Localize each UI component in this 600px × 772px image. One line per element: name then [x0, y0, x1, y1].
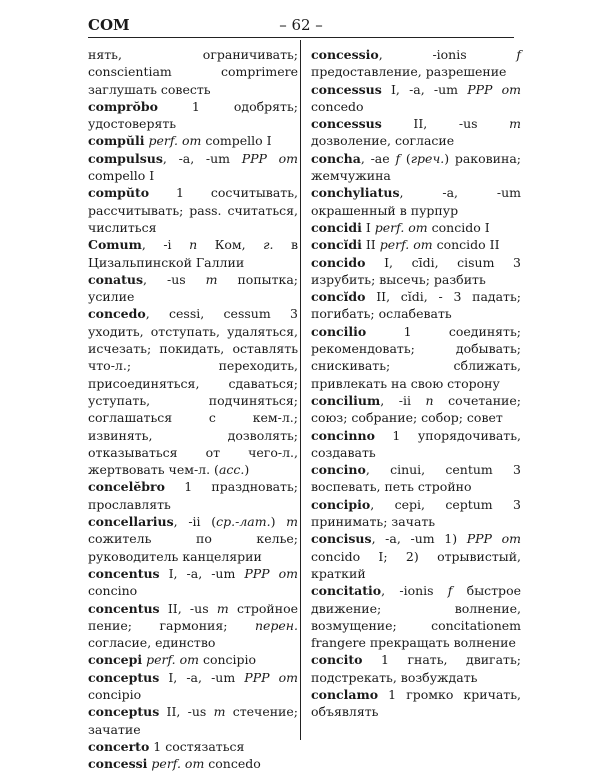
- grammar-label: m: [205, 271, 218, 287]
- definition-text: 1 упорядочивать, создавать: [311, 427, 521, 460]
- dictionary-entry: [311, 427, 521, 462]
- headword: concino: [311, 462, 366, 478]
- definition-text: concipio: [88, 686, 142, 702]
- definition-text: в Цизальпинской Галлии: [88, 237, 298, 270]
- grammar-label: perf. от: [374, 219, 428, 235]
- dictionary-entry: [311, 686, 521, 721]
- headword: concidi: [311, 219, 362, 235]
- headword: concessus: [311, 81, 382, 97]
- grammar-label: acc.: [218, 462, 245, 478]
- headword: concilio: [311, 323, 367, 339]
- definition-text: I, -a, -um: [159, 669, 245, 685]
- dictionary-entry: [88, 46, 298, 98]
- guide-word: COM: [88, 16, 130, 34]
- left-column: [88, 46, 298, 772]
- definition-text: 1 гнать, двигать; подстрекать, возбуждать: [311, 652, 521, 685]
- headword: concitatio: [311, 583, 382, 599]
- definition-text: 1 состязаться: [149, 738, 245, 754]
- grammar-label: г.: [263, 237, 274, 253]
- headword: concipio: [311, 496, 371, 512]
- dictionary-entry: [311, 582, 521, 651]
- dictionary-entry: [88, 184, 298, 236]
- definition-text: (: [400, 150, 411, 166]
- dictionary-entry: [311, 392, 521, 427]
- definition-text: II, -us: [159, 704, 214, 720]
- definition-text: ): [244, 462, 250, 478]
- grammar-label: n: [425, 392, 434, 408]
- headword: Comum: [88, 237, 142, 253]
- header-rule: [88, 37, 514, 38]
- grammar-label: PPP от: [466, 531, 521, 547]
- dictionary-entry: [88, 738, 298, 755]
- definition-text: , -a, -um окрашенный в пурпур: [311, 185, 521, 218]
- grammar-label: PPP от: [241, 150, 298, 166]
- definition-text: Ком,: [197, 237, 264, 253]
- headword: conatus: [88, 271, 144, 287]
- dictionary-entry: [88, 478, 298, 513]
- headword: concisus: [311, 531, 372, 547]
- definition-text: стройное пение; гармония;: [88, 600, 298, 633]
- definition-text: согласие, единство: [88, 635, 216, 651]
- headword: concedo: [88, 306, 146, 322]
- dictionary-entry: [311, 150, 521, 185]
- headword: conchyliatus: [311, 185, 400, 201]
- headword: concinno: [311, 427, 375, 443]
- dictionary-entry: [311, 115, 521, 150]
- definition-text: 1 соединять; рекомендовать; добывать; снискивать; сближать, привлекать на свою сторону: [311, 323, 521, 391]
- dictionary-entry: [311, 184, 521, 219]
- definition-text: предоставление, разрешение: [311, 64, 507, 80]
- headword: concido: [311, 254, 366, 270]
- definition-text: II, cĭdi, - 3 падать; погибать; ослабевать: [311, 289, 521, 322]
- definition-text: II: [361, 237, 380, 253]
- headword: concha: [311, 150, 361, 166]
- headword: concellarius: [88, 514, 174, 530]
- headword: concerto: [88, 738, 150, 754]
- grammar-label: m: [509, 116, 521, 132]
- dictionary-entry: [88, 236, 298, 271]
- dictionary-entry: [311, 81, 521, 116]
- dictionary-entry: [311, 530, 521, 582]
- grammar-label: PPP от: [244, 565, 298, 581]
- definition-text: , -a, -um: [162, 150, 242, 166]
- definition-text: дозволение, согласие: [311, 133, 455, 149]
- right-column: [311, 46, 521, 721]
- grammar-label: ср.-лат.: [216, 514, 271, 530]
- definition-text: II, -us: [159, 600, 217, 616]
- headword: concilium: [311, 392, 381, 408]
- grammar-label: perf. от: [146, 652, 199, 668]
- grammar-label: f: [516, 47, 521, 62]
- definition-text: , cessi, cessum 3 уходить, отступать, удаляться, исчезать; покидать, оставлять что-л.; переходить, присоединяться, сдаваться; уступать, подчиняться; соглашаться с кем-л.; извинять, дозволять; отказываться от чего-л., жертвовать чем-л. (: [88, 306, 298, 478]
- definition-text: concedo: [204, 756, 261, 772]
- dictionary-entry: [311, 288, 521, 323]
- grammar-label: m: [216, 600, 229, 616]
- grammar-label: PPP от: [244, 669, 298, 685]
- definition-text: I, cīdi, cisum 3 изрубить; высечь; разбить: [311, 254, 521, 287]
- grammar-label: перен.: [254, 617, 298, 633]
- dictionary-entry: [311, 46, 521, 81]
- definition-text: нять, ограничивать; conscientiam comprimere заглушать совесть: [88, 47, 298, 97]
- grammar-label: греч.: [410, 150, 445, 166]
- definition-text: II, -us: [381, 116, 510, 132]
- definition-text: 1 одобрять; удостоверять: [88, 98, 298, 132]
- definition-text: I: [361, 219, 375, 235]
- grammar-label: PPP от: [467, 81, 521, 97]
- dictionary-entry: [311, 219, 521, 236]
- definition-text: , -us: [143, 271, 206, 287]
- headword: conceptus: [88, 669, 160, 685]
- definition-text: 1 праздновать; прославлять: [88, 479, 298, 512]
- definition-text: , cinui, centum 3 воспевать, петь стройно: [311, 462, 521, 495]
- headword: conceptus: [88, 704, 160, 720]
- headword: concĭdi: [311, 237, 362, 253]
- definition-text: , -ionis: [381, 583, 448, 599]
- definition-text: , -a, -um 1): [371, 531, 467, 547]
- dictionary-entry: [88, 513, 298, 565]
- definition-text: I, -a, -um: [159, 565, 245, 581]
- grammar-label: f: [395, 150, 401, 166]
- definition-text: стечение; зачатие: [88, 704, 298, 737]
- dictionary-entry: [311, 651, 521, 686]
- headword: concessus: [311, 116, 382, 132]
- definition-text: сочетание; союз; собрание; собор; совет: [311, 392, 521, 426]
- headword: comprŏbo: [88, 98, 158, 114]
- definition-text: I, -a, -um: [381, 81, 468, 97]
- definition-text: concedo: [311, 98, 364, 114]
- definition-text: concido I; 2) отрывистый, краткий: [311, 548, 521, 581]
- headword: compulsus: [88, 150, 163, 166]
- definition-text: concido II: [432, 237, 500, 253]
- dictionary-entry: [88, 305, 298, 478]
- dictionary-entry: [311, 323, 521, 392]
- definition-text: сожитель по келье; руководитель канцелярии: [88, 531, 298, 564]
- page-number: – 62 –: [279, 16, 323, 34]
- dictionary-entry: [88, 565, 298, 600]
- grammar-label: n: [189, 237, 198, 253]
- grammar-label: perf. от: [379, 237, 433, 253]
- definition-text: попытка; усилие: [88, 271, 298, 305]
- definition-text: , cepi, ceptum 3 принимать; зачать: [311, 496, 521, 530]
- definition-text: 1 громко кричать, объявлять: [311, 686, 521, 720]
- dictionary-entry: [88, 669, 298, 704]
- dictionary-entry: [311, 254, 521, 289]
- headword: concelĕbro: [88, 479, 165, 495]
- headword: compŭto: [88, 185, 150, 201]
- definition-text: , -i: [141, 237, 190, 253]
- definition-text: 1 сосчитывать, рассчитывать; pass. считаться, числиться: [88, 185, 298, 235]
- dictionary-entry: [88, 98, 298, 133]
- dictionary-entry: [311, 236, 521, 253]
- headword: conclamo: [311, 686, 379, 702]
- definition-text: compello I: [88, 168, 155, 184]
- definition-text: , -ii (: [173, 514, 217, 530]
- headword: concepi: [88, 652, 143, 668]
- headword: concentus: [88, 565, 160, 581]
- definition-text: compello I: [201, 133, 272, 149]
- headword: concessio: [311, 47, 379, 62]
- headword: concĭdo: [311, 289, 366, 305]
- dictionary-entry: [88, 150, 298, 185]
- dictionary-entry: [311, 461, 521, 496]
- headword: concessi: [88, 756, 148, 772]
- definition-text: быстрое движение; волнение, возмущение; concitationem frangere прекращать волнение: [311, 583, 521, 651]
- headword: compŭli: [88, 133, 145, 149]
- definition-text: , -ae: [360, 150, 396, 166]
- definition-text: ): [270, 514, 287, 530]
- dictionary-entry: [88, 651, 298, 668]
- grammar-label: perf. от: [151, 756, 205, 772]
- dictionary-entry: [88, 600, 298, 652]
- dictionary-entry: [311, 496, 521, 531]
- definition-text: concipio: [198, 652, 257, 668]
- headword: concentus: [88, 600, 160, 616]
- dictionary-entry: [88, 132, 298, 149]
- definition-text: , -ionis: [378, 47, 517, 62]
- grammar-label: m: [213, 704, 226, 720]
- headword: concito: [311, 652, 363, 668]
- definition-text: ) раковина; жемчужина: [311, 150, 522, 184]
- grammar-label: perf. от: [148, 133, 202, 149]
- definition-text: concido I: [427, 219, 490, 235]
- page-header: [88, 14, 514, 36]
- grammar-label: f: [447, 583, 453, 599]
- dictionary-entry: [88, 271, 298, 306]
- dictionary-entry: [88, 755, 298, 772]
- definition-text: concino: [88, 583, 138, 599]
- column-divider: [300, 40, 301, 740]
- grammar-label: m: [286, 514, 298, 530]
- definition-text: , -ii: [380, 392, 426, 408]
- dictionary-entry: [88, 703, 298, 738]
